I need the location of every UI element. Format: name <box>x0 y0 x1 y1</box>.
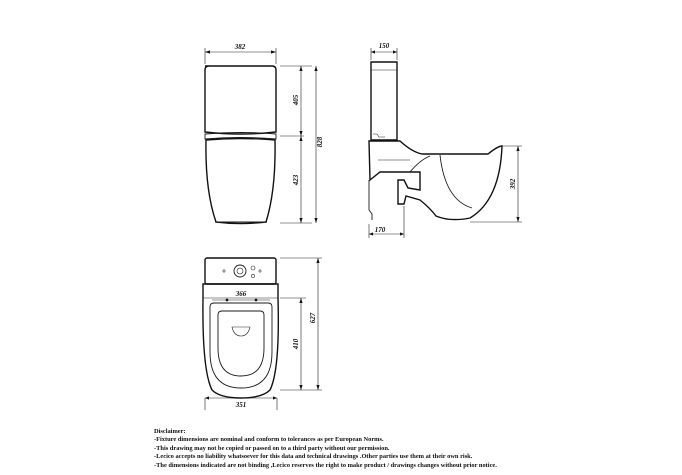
dim-top-seat-width: 366 <box>235 290 247 298</box>
disclaimer-line: -Fixture dimensions are nominal and conform to tolerances as per European Norms. <box>154 436 384 444</box>
dim-front-total-height: 828 <box>316 136 324 148</box>
side-view <box>369 42 522 238</box>
dim-front-tank-height: 405 <box>292 94 300 106</box>
disclaimer-line: -Lecico accepts no liability whatsoever for this data and technical drawings .Other parties use them at their own risk. <box>154 453 473 461</box>
dim-side-tank-depth: 150 <box>378 42 390 50</box>
dim-front-width: 382 <box>234 43 246 51</box>
dim-top-total-depth: 627 <box>309 312 317 324</box>
dim-top-bowl-depth: 410 <box>292 338 300 350</box>
disclaimer-line: -The dimensions indicated are not binding ,Lecico reserves the right to make product / drawings changes without prior notice. <box>154 461 497 469</box>
dim-side-outlet: 170 <box>374 226 386 234</box>
front-view <box>205 43 324 224</box>
disclaimer-block <box>154 428 674 470</box>
dim-top-bottom-width: 351 <box>235 401 247 409</box>
top-view <box>203 258 322 410</box>
disclaimer-heading: Disclaimer: <box>154 428 186 435</box>
dim-side-bowl-height: 392 <box>509 178 517 190</box>
disclaimer-line: -This drawing may not be copied or passed on to a third party without our permission. <box>154 444 390 452</box>
dim-front-bowl-height: 423 <box>292 174 300 186</box>
